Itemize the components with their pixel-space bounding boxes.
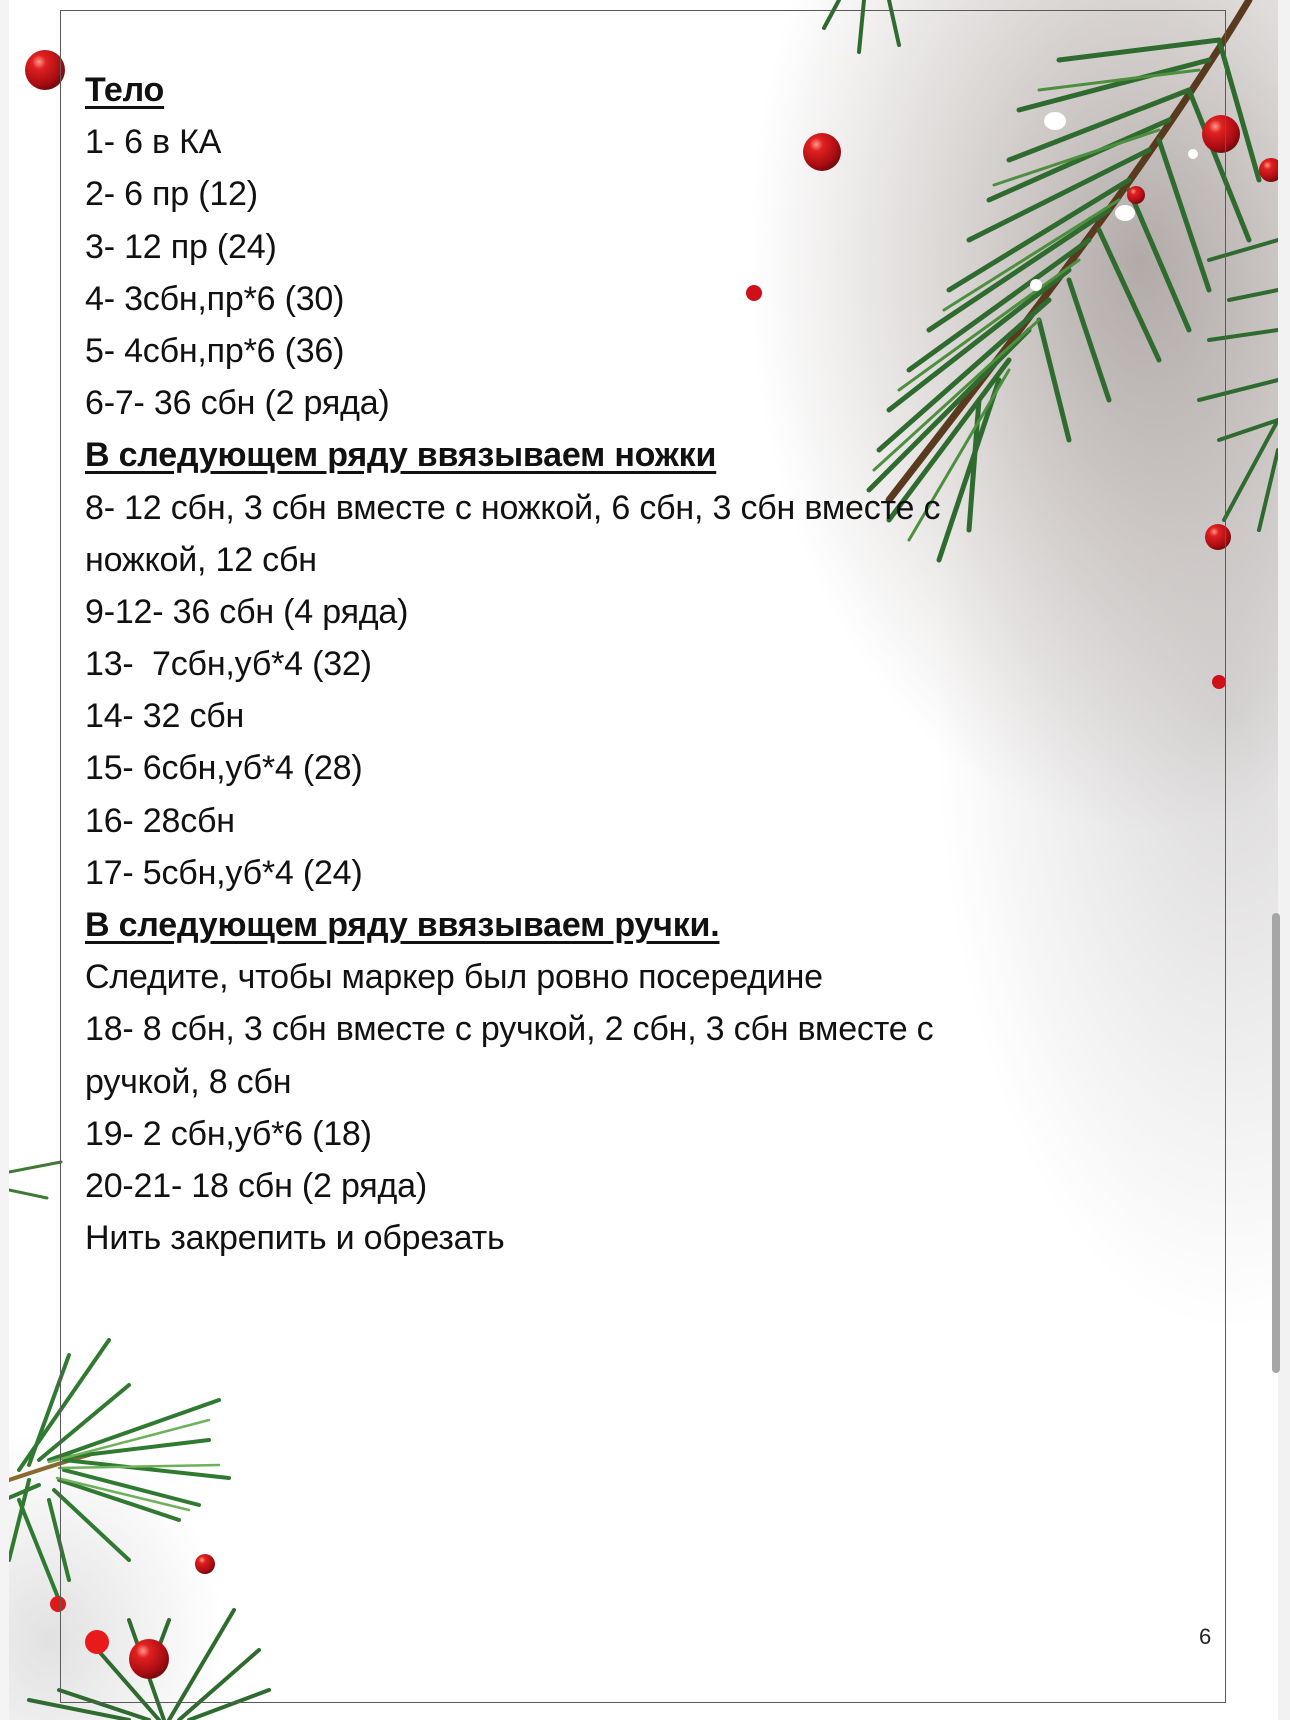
viewer-left-gutter — [0, 0, 9, 1720]
pattern-row: 20-21- 18 сбн (2 ряда) — [85, 1166, 427, 1205]
instruction-note: Следите, чтобы маркер был ровно посередине — [85, 958, 823, 997]
pattern-row: ручкой, 8 сбн — [85, 1062, 292, 1101]
pattern-row: 17- 5сбн,уб*4 (24) — [85, 853, 363, 892]
pattern-row: 18- 8 сбн, 3 сбн вместе с ручкой, 2 сбн, 3 сбн вместе с — [85, 1010, 934, 1049]
page-number: 6 — [1199, 1624, 1212, 1649]
subheading-arms: В следующем ряду ввязываем ручки. — [85, 906, 720, 944]
pattern-row: 9-12- 36 сбн (4 ряда) — [85, 592, 409, 631]
pine-branch-icon — [9, 1162, 61, 1198]
scrollbar-track[interactable] — [1278, 0, 1290, 1720]
pattern-row: 4- 3сбн,пр*6 (30) — [85, 279, 345, 318]
document-viewer — [9, 0, 1278, 1720]
document-page-content — [85, 64, 1205, 1264]
pattern-row: 13- 7сбн,уб*4 (32) — [85, 645, 372, 684]
subheading-legs: В следующем ряду ввязываем ножки — [85, 436, 717, 475]
pattern-row: ножкой, 12 сбн — [85, 540, 317, 579]
pattern-row: 15- 6сбн,уб*4 (28) — [85, 749, 363, 788]
pattern-row: 5- 4сбн,пр*6 (36) — [85, 331, 345, 370]
pattern-row: 14- 32 сбн — [85, 697, 245, 736]
pattern-row: 2- 6 пр (12) — [85, 175, 258, 214]
pattern-row: 16- 28сбн — [85, 801, 235, 840]
pattern-row: 19- 2 сбн,уб*6 (18) — [85, 1114, 372, 1153]
scrollbar-thumb[interactable] — [1272, 913, 1280, 1373]
section-title: Тело — [85, 71, 165, 109]
pattern-row: 6-7- 36 сбн (2 ряда) — [85, 384, 390, 423]
pattern-row: 8- 12 сбн, 3 сбн вместе с ножкой, 6 сбн, 3 сбн вместе с — [85, 488, 941, 527]
pattern-row: 3- 12 пр (24) — [85, 227, 277, 266]
instruction-note: Нить закрепить и обрезать — [85, 1219, 505, 1258]
pattern-row: 1- 6 в КА — [85, 123, 222, 162]
